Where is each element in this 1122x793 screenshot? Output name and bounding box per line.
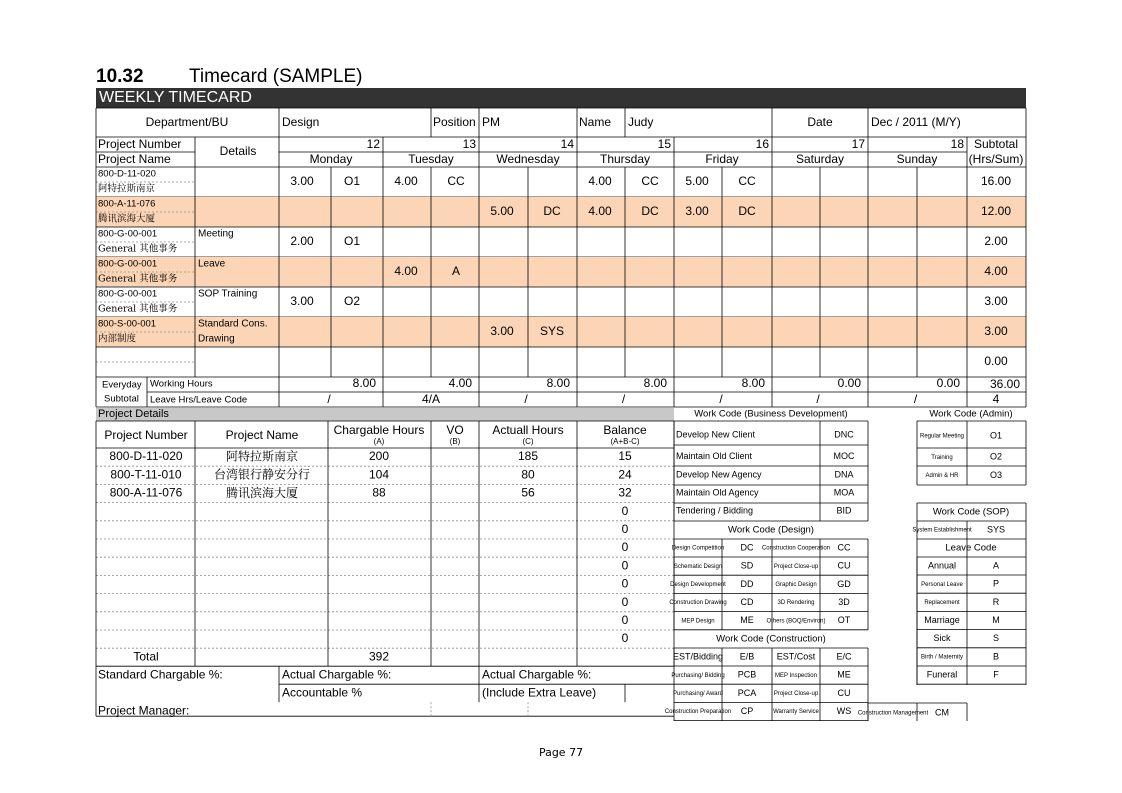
pd-sub-a: (A): [373, 437, 385, 447]
code-cell[interactable]: DC: [641, 204, 659, 219]
bd-label: Maintain Old Client: [676, 451, 753, 462]
date-label: Date: [807, 115, 833, 130]
pd-header-actual: Actuall Hours: [492, 423, 564, 438]
day-name: Wednesday: [496, 152, 560, 167]
code-cell[interactable]: A: [451, 264, 461, 279]
design-code: SD: [740, 560, 754, 571]
construction-label: EST/Cost: [776, 651, 816, 662]
leave-label: Replacement: [924, 599, 960, 606]
code-cell[interactable]: O1: [343, 234, 361, 249]
design-label: Design Competition: [671, 545, 725, 552]
pd-cell[interactable]: 0: [621, 558, 629, 573]
leave-label: Birth / Maternity: [920, 654, 964, 661]
code-cell[interactable]: O1: [343, 174, 361, 189]
code-cell[interactable]: O2: [343, 294, 361, 309]
day-name: Thursday: [599, 152, 651, 167]
cm-code: CM: [935, 707, 949, 718]
row-project-name: General 其他事务: [98, 243, 178, 255]
hours-cell[interactable]: 4.00: [394, 174, 418, 189]
pd-cell[interactable]: 32: [618, 485, 632, 500]
hours-cell[interactable]: 4.00: [588, 174, 612, 189]
admin-code: O2: [989, 451, 1003, 462]
name-value[interactable]: Judy: [628, 115, 654, 130]
leave-total: 4: [992, 392, 1000, 407]
project-number-header: Project Number: [98, 137, 182, 152]
hours-cell[interactable]: 3.00: [290, 294, 314, 309]
sop-title: Work Code (SOP): [932, 506, 1010, 518]
leave-code-value: /: [816, 392, 820, 407]
pd-cell[interactable]: 104: [368, 467, 390, 482]
day-date: 18: [950, 137, 964, 152]
project-details-title: Project Details: [98, 407, 169, 420]
pd-total-label: Total: [133, 649, 159, 664]
construction-title: Work Code (Construction): [716, 633, 826, 645]
hours-cell[interactable]: 3.00: [490, 324, 514, 339]
row-subtotal: 3.00: [984, 324, 1008, 339]
leave-code: F: [993, 669, 999, 680]
row-project-name: 阿特拉斯南京: [98, 183, 156, 195]
construction-label: Warranty Service: [773, 709, 819, 716]
row-subtotal: 3.00: [984, 294, 1008, 309]
cm-label: Construction Management: [857, 710, 929, 717]
leave-label: Funeral: [926, 669, 958, 680]
design-code: DD: [740, 578, 754, 589]
day-name: Tuesday: [408, 152, 454, 167]
row-details: Leave: [198, 258, 226, 270]
leave-code: R: [992, 596, 1000, 607]
admin-title: Work Code (Admin): [929, 408, 1013, 420]
working-hours-value: 8.00: [741, 376, 765, 391]
working-hours-value: 0.00: [936, 376, 960, 391]
construction-code: PCA: [737, 687, 757, 698]
pd-cell: 800-D-11-020: [109, 449, 183, 464]
design-code: 3D: [838, 596, 850, 607]
position-value[interactable]: PM: [482, 115, 500, 130]
details-header: Details: [219, 144, 257, 159]
pd-cell[interactable]: 56: [521, 485, 535, 500]
hours-cell[interactable]: 3.00: [290, 174, 314, 189]
construction-label: Project Close-up: [773, 690, 819, 697]
row-project-number: 800-G-00-001: [98, 288, 158, 300]
hours-cell[interactable]: 3.00: [685, 204, 709, 219]
hours-cell[interactable]: 5.00: [490, 204, 514, 219]
include-extra-leave-label: (Include Extra Leave): [482, 685, 597, 700]
subtotal-subheader: (Hrs/Sum): [968, 152, 1024, 167]
admin-code: O1: [989, 430, 1003, 441]
leave-code-value: /: [327, 392, 331, 407]
weekly-timecard-banner: WEEKLY TIMECARD: [96, 88, 1026, 108]
code-cell[interactable]: CC: [447, 174, 465, 189]
department-label: Department/BU: [145, 115, 229, 130]
row-project-number: 800-G-00-001: [98, 258, 158, 270]
leave-label: Marriage: [924, 614, 960, 625]
pd-header-number: Project Number: [104, 428, 188, 443]
pd-cell[interactable]: 0: [621, 576, 629, 591]
construction-code: E/B: [739, 651, 755, 662]
day-date: 17: [851, 137, 865, 152]
name-label: Name: [579, 115, 612, 130]
construction-code: CP: [740, 705, 754, 716]
day-date: 13: [462, 137, 476, 152]
design-label: Construction Cooperation: [761, 545, 831, 552]
highlight-row: [96, 257, 1026, 287]
bd-label: Tendering / Bidding: [676, 505, 754, 516]
leave-code-value: /: [913, 392, 918, 407]
hours-cell[interactable]: 4.00: [394, 264, 418, 279]
standard-chargable-label: Standard Chargable %:: [98, 667, 223, 682]
bd-label: Develop New Client: [676, 429, 756, 440]
row-project-name: 腾讯滨海大厦: [98, 213, 156, 225]
construction-label: MEP Inspection: [775, 672, 817, 679]
admin-label: Training: [931, 454, 953, 461]
construction-label: Purchasing/ Bidding: [671, 672, 725, 679]
code-cell[interactable]: SYS: [539, 324, 565, 339]
construction-code: PCB: [737, 669, 757, 680]
admin-label: Admin & HR: [925, 472, 959, 479]
working-hours-total: 36.00: [989, 377, 1020, 392]
day-name: Saturday: [795, 152, 845, 167]
working-hours-value: 0.00: [837, 376, 861, 391]
code-cell[interactable]: DC: [543, 204, 561, 219]
sop-label: System Establishment: [912, 527, 972, 534]
working-hours-value: 8.00: [546, 376, 570, 391]
project-name-header: Project Name: [98, 152, 171, 167]
bd-code: MOC: [833, 451, 855, 462]
pd-cell: 台湾银行静安分行: [213, 467, 311, 482]
day-date: 16: [755, 137, 769, 152]
construction-label: Purchasing/ Award: [673, 690, 723, 697]
pd-cell[interactable]: 88: [372, 485, 386, 500]
design-code: CD: [740, 596, 754, 607]
project-manager-label: Project Manager:: [98, 703, 190, 718]
design-code: OT: [837, 615, 851, 626]
pd-cell[interactable]: 0: [621, 521, 629, 536]
design-label: Graphic Design: [775, 581, 817, 588]
pd-sub-balance: (A+B-C): [610, 437, 640, 447]
leave-code-title: Leave Code: [945, 542, 997, 554]
bd-label: Maintain Old Agency: [676, 487, 759, 498]
leave-code-value: /: [719, 392, 723, 407]
leave-code: M: [992, 614, 1000, 625]
row-subtotal: 4.00: [984, 264, 1008, 279]
section-number: 10.32: [96, 66, 144, 87]
pd-sub-b: (B): [449, 437, 461, 447]
pd-cell[interactable]: 15: [618, 449, 632, 464]
working-hours-value: 8.00: [643, 376, 667, 391]
day-name: Monday: [309, 152, 353, 167]
pd-header-balance: Balance: [603, 423, 647, 438]
working-hours-value: 4.00: [448, 376, 472, 391]
leave-code-value: /: [621, 392, 626, 407]
hours-cell[interactable]: 5.00: [685, 174, 709, 189]
sop-code: SYS: [986, 524, 1006, 535]
design-label: Design Development: [670, 581, 726, 588]
hours-cell[interactable]: 4.00: [588, 204, 612, 219]
design-label: MEP Design: [681, 618, 715, 625]
row-subtotal: 12.00: [980, 204, 1012, 219]
date-value[interactable]: Dec / 2011 (M/Y): [871, 115, 961, 130]
construction-label: Construction Preparation: [664, 709, 732, 716]
row-details: Meeting: [198, 228, 234, 240]
day-date: 14: [560, 137, 574, 152]
leave-label: Annual: [927, 560, 957, 571]
design-code: ME: [740, 615, 754, 626]
bd-code: BID: [836, 505, 852, 516]
highlight-row: [96, 197, 1026, 227]
construction-label: EST/Bidding: [672, 651, 724, 662]
pd-cell[interactable]: 24: [618, 467, 632, 482]
actual-chargable-label: Actual Chargable %:: [282, 667, 392, 682]
day-name: Sunday: [896, 152, 938, 167]
bd-code: MOA: [833, 487, 855, 498]
department-value[interactable]: Design: [282, 115, 320, 130]
design-label: Others (BOQ/Environ): [766, 618, 826, 625]
accountable-label: Accountable %: [282, 685, 363, 700]
design-label: Schematic Design: [673, 563, 723, 570]
row-details: Standard Cons.: [198, 318, 268, 330]
row-project-name: General 其他事务: [98, 303, 178, 315]
everyday-subtotal-label: Subtotal: [104, 393, 139, 405]
leave-code: A: [992, 560, 1000, 571]
row-project-number: 800-A-11-076: [98, 198, 156, 210]
hours-cell[interactable]: 2.00: [290, 234, 314, 249]
pd-total-chargable: 392: [368, 649, 390, 664]
row-project-number: 800-D-11-020: [98, 168, 156, 180]
row-project-number: 800-S-00-001: [98, 318, 157, 330]
construction-code: ME: [837, 669, 851, 680]
pd-cell[interactable]: 0: [621, 612, 629, 627]
everyday-label: Everyday: [102, 379, 142, 391]
code-cell[interactable]: CC: [641, 174, 659, 189]
page-number: Page 77: [538, 746, 584, 759]
design-code: CU: [837, 560, 851, 571]
position-label: Position: [433, 115, 476, 130]
code-cell[interactable]: CC: [738, 174, 756, 189]
leave-code: S: [992, 633, 1000, 644]
project-details-bar: [96, 408, 674, 421]
pd-cell[interactable]: 80: [521, 467, 535, 482]
page-title: Timecard (SAMPLE): [189, 66, 363, 87]
construction-code: CU: [837, 687, 851, 698]
day-date: 12: [366, 137, 380, 152]
bd-code: DNC: [834, 429, 854, 440]
row-project-name: 内部制度: [98, 333, 137, 345]
design-code: GD: [837, 578, 851, 589]
day-name: Friday: [705, 152, 739, 167]
leave-code-value: /: [524, 392, 528, 407]
row-project-name: General 其他事务: [98, 273, 178, 285]
design-label: Construction Drawing: [669, 600, 727, 607]
row-details: SOP Training: [198, 288, 258, 300]
design-label: 3D Rendering: [777, 600, 815, 607]
bd-code: DNA: [834, 469, 854, 480]
leave-code-value: 4/A: [421, 392, 441, 407]
subtotal-header: Subtotal: [973, 137, 1019, 152]
pd-cell: 腾讯滨海大厦: [225, 485, 299, 500]
design-code: CC: [837, 542, 851, 553]
bd-title: Work Code (Business Development): [694, 408, 848, 420]
leave-label: Sick: [933, 633, 951, 644]
construction-code: WS: [836, 705, 852, 716]
working-hours-label: Working Hours: [150, 378, 213, 390]
row-subtotal: 2.00: [984, 234, 1008, 249]
admin-label: Regular Meeting: [919, 433, 965, 440]
design-label: Project Close-up: [773, 563, 819, 570]
row-subtotal: 0.00: [984, 354, 1008, 369]
construction-code: E/C: [836, 651, 852, 662]
bd-label: Develop New Agency: [676, 469, 762, 480]
pd-cell: 800-T-11-010: [110, 467, 182, 482]
pd-cell[interactable]: 0: [621, 631, 629, 646]
pd-header-name: Project Name: [225, 428, 299, 443]
admin-code: O3: [989, 469, 1003, 480]
pd-cell[interactable]: 0: [621, 503, 629, 518]
actual-chargable-label-2: Actual Chargable %:: [482, 667, 592, 682]
pd-header-chargable: Chargable Hours: [333, 423, 425, 438]
row-subtotal: 16.00: [980, 174, 1012, 189]
pd-header-vo: VO: [446, 423, 464, 438]
pd-cell[interactable]: 185: [517, 449, 539, 464]
design-title: Work Code (Design): [728, 524, 814, 536]
pd-cell: 阿特拉斯南京: [225, 449, 299, 464]
leave-hours-label: Leave Hrs/Leave Code: [150, 394, 248, 406]
day-date: 15: [657, 137, 671, 152]
row-project-number: 800-G-00-001: [98, 228, 158, 240]
working-hours-value: 8.00: [352, 376, 376, 391]
leave-label: Personal Leave: [921, 581, 963, 588]
pd-cell: 800-A-11-076: [109, 485, 183, 500]
pd-cell[interactable]: 0: [621, 594, 629, 609]
code-cell[interactable]: DC: [738, 204, 756, 219]
leave-code: P: [992, 578, 1000, 589]
design-code: DC: [740, 542, 754, 553]
pd-cell[interactable]: 200: [368, 449, 390, 464]
pd-cell[interactable]: 0: [621, 540, 629, 555]
pd-sub-c: (C): [522, 437, 534, 447]
leave-code: B: [992, 651, 1000, 662]
row-details-2: Drawing: [198, 333, 235, 345]
